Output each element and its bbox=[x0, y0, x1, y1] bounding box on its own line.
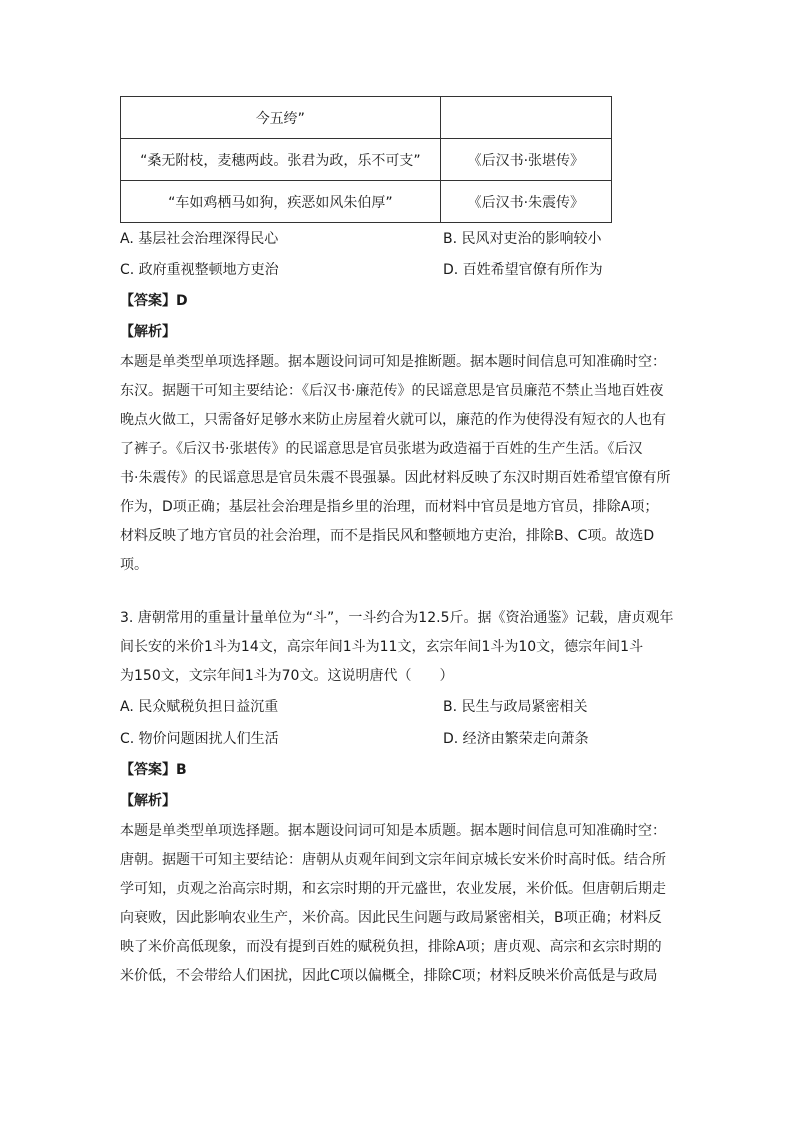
analysis-line: 了裤子。《后汉书·张堪传》的民谣意思是官员张堪为政造福于百姓的生产生活。《后汉 bbox=[120, 441, 643, 457]
q3-answer: 【答案】B bbox=[120, 762, 187, 778]
stem-line: 间长安的米价1斗为14文，高宗年间1斗为11文，玄宗年间1斗为10文，德宗年间1斗 bbox=[120, 639, 644, 655]
q3-analysis-label: 【解析】 bbox=[120, 793, 176, 809]
stem-line: 3. 唐朝常用的重量计量单位为“斗”，一斗约合为12.5斤。据《资治通鉴》记载，唐贞观年 bbox=[120, 610, 674, 626]
q3-option-d: D. 经济由繁荣走向萧条 bbox=[443, 731, 589, 747]
analysis-line: 唐朝。据题干可知主要结论：唐朝从贞观年间到文宗年间京城长安米价时高时低。结合所 bbox=[120, 852, 666, 868]
q3-stem bbox=[120, 604, 672, 691]
analysis-line: 项。 bbox=[120, 557, 148, 573]
table-cell-quote: “车如鸡栖马如狗，疾恶如风朱伯厚” bbox=[121, 181, 441, 223]
q2-option-d: D. 百姓希望官僚有所作为 bbox=[443, 262, 603, 278]
analysis-line: 本题是单类型单项选择题。据本题设问词可知是推断题。据本题时间信息可知准确时空： bbox=[120, 354, 666, 370]
table-cell-quote: “桑无附枝，麦穗两歧。张君为政，乐不可支” bbox=[121, 139, 441, 181]
source-table bbox=[120, 96, 612, 223]
analysis-line: 作为，D项正确；基层社会治理是指乡里的治理，而材料中官员是地方官员，排除A项； bbox=[120, 499, 659, 515]
analysis-line: 学可知，贞观之治高宗时期，和玄宗时期的开元盛世，农业发展，米价低。但唐朝后期走 bbox=[120, 881, 666, 897]
table-row bbox=[121, 97, 612, 139]
analysis-line: 晚点火做工，只需备好足够水来防止房屋着火就可以，廉范的作为使得没有短衣的人也有 bbox=[120, 412, 666, 428]
stem-line: 为150文，文宗年间1斗为70文。这说明唐代（ ） bbox=[120, 668, 454, 684]
table-row bbox=[121, 181, 612, 223]
q2-analysis-label: 【解析】 bbox=[120, 324, 176, 340]
analysis-line: 书·朱震传》的民谣意思是官员朱震不畏强暴。因此材料反映了东汉时期百姓希望官僚有所 bbox=[120, 470, 671, 486]
analysis-line: 映了米价高低现象，而没有提到百姓的赋税负担，排除A项；唐贞观、高宗和玄宗时期的 bbox=[120, 939, 662, 955]
analysis-line: 向衰败，因此影响农业生产，米价高。因此民生问题与政局紧密相关，B项正确；材料反 bbox=[120, 910, 662, 926]
q3-analysis bbox=[120, 817, 672, 991]
analysis-line: 米价低，不会带给人们困扰，因此C项以偏概全，排除C项；材料反映米价高低是与政局 bbox=[120, 968, 658, 984]
table-cell-source bbox=[440, 97, 611, 139]
table-cell-quote: 今五绔” bbox=[121, 97, 441, 139]
analysis-line: 东汉。据题干可知主要结论：《后汉书·廉范传》的民谣意思是官员廉范不禁止当地百姓夜 bbox=[120, 383, 664, 399]
table-cell-source: 《后汉书·张堪传》 bbox=[440, 139, 611, 181]
q3-option-b: B. 民生与政局紧密相关 bbox=[443, 699, 588, 715]
q2-option-a: A. 基层社会治理深得民心 bbox=[120, 231, 279, 247]
q2-answer: 【答案】D bbox=[120, 293, 188, 309]
q2-analysis bbox=[120, 348, 672, 580]
analysis-line: 材料反映了地方官员的社会治理，而不是指民风和整顿地方吏治，排除B、C项。故选D bbox=[120, 528, 655, 544]
q2-option-b: B. 民风对吏治的影响较小 bbox=[443, 231, 602, 247]
table-row bbox=[121, 139, 612, 181]
q3-option-c: C. 物价问题困扰人们生活 bbox=[120, 731, 279, 747]
q2-option-c: C. 政府重视整顿地方吏治 bbox=[120, 262, 279, 278]
table-cell-source: 《后汉书·朱震传》 bbox=[440, 181, 611, 223]
q3-option-a: A. 民众赋税负担日益沉重 bbox=[120, 699, 279, 715]
analysis-line: 本题是单类型单项选择题。据本题设问词可知是本质题。据本题时间信息可知准确时空： bbox=[120, 823, 666, 839]
